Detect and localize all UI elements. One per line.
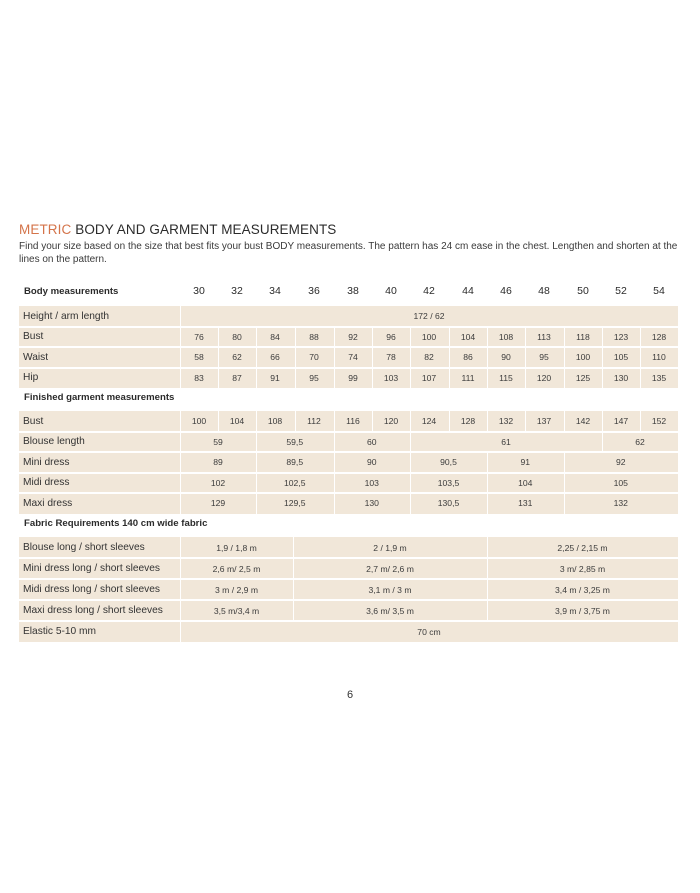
group-value-cell: 2,25 / 2,15 m: [557, 543, 608, 553]
column-divider: [334, 411, 335, 432]
column-divider: [449, 327, 450, 348]
value-cell: 111: [461, 372, 475, 383]
column-divider: [372, 347, 373, 368]
value-cell: 110: [652, 352, 666, 362]
size-header-48: 48: [538, 285, 550, 297]
column-divider: [564, 493, 565, 514]
value-cell: 108: [267, 416, 283, 426]
group-value-cell: 89,5: [286, 457, 304, 467]
value-cell: 66: [270, 352, 280, 362]
column-divider: [256, 347, 257, 368]
group-value-cell: 1,9 / 1,8 m: [216, 543, 257, 553]
column-divider: [334, 347, 335, 368]
value-cell: 95: [539, 352, 549, 362]
value-cell: 135: [651, 372, 667, 383]
column-divider: [640, 327, 641, 348]
column-divider: [525, 347, 526, 368]
column-divider: [180, 621, 181, 642]
column-divider: [180, 579, 181, 600]
group-value-cell: 105: [613, 477, 628, 488]
column-divider: [602, 432, 603, 453]
column-divider: [449, 411, 450, 432]
column-divider: [525, 368, 526, 389]
column-divider: [564, 347, 565, 368]
value-cell: 118: [576, 331, 590, 342]
value-cell: 113: [537, 331, 551, 342]
column-divider: [487, 368, 488, 389]
column-divider: [640, 411, 641, 432]
column-divider: [487, 327, 488, 348]
group-value-cell: 102: [210, 477, 226, 488]
row-divider: [19, 492, 678, 494]
group-value-cell: 2,6 m/ 2,5 m: [212, 564, 261, 574]
value-cell: 116: [346, 416, 360, 426]
value-cell: 120: [383, 416, 399, 426]
column-divider: [410, 347, 411, 368]
group-value-cell: 3,6 m/ 3,5 m: [366, 606, 414, 616]
column-divider: [487, 537, 488, 558]
group-value-cell: 103,5: [437, 477, 460, 488]
row-divider: [19, 557, 678, 559]
group-value-cell: 59: [213, 436, 223, 447]
column-divider: [487, 452, 488, 473]
size-header-32: 32: [231, 285, 243, 297]
value-cell: 76: [194, 331, 204, 342]
column-divider: [293, 579, 294, 600]
row-divider: [19, 578, 678, 580]
value-cell: 108: [498, 331, 514, 342]
column-divider: [295, 327, 296, 348]
value-cell: 128: [460, 416, 476, 426]
intro-text: Find your size based on the size that best fits your bust BODY measurements. The pattern has 24 cm ease in the chest. Lengthen and shorten at the lines on the pattern.: [19, 241, 678, 266]
value-cell: 115: [499, 372, 513, 383]
merged-value: 70 cm: [417, 627, 441, 637]
row-label-blouse-length: Blouse length: [23, 436, 85, 447]
size-header-34: 34: [269, 285, 281, 297]
page-number: 6: [346, 689, 354, 701]
value-cell: 87: [232, 372, 242, 383]
column-divider: [218, 368, 219, 389]
column-divider: [487, 411, 488, 432]
value-cell: 105: [613, 352, 629, 362]
value-cell: 83: [194, 372, 204, 383]
group-value-cell: 91: [520, 457, 531, 467]
value-cell: 84: [270, 331, 280, 342]
group-value-cell: 62: [635, 436, 645, 447]
column-divider: [334, 432, 335, 453]
value-cell: 152: [651, 416, 667, 426]
column-divider: [410, 432, 411, 453]
column-divider: [293, 558, 294, 579]
column-divider: [180, 558, 181, 579]
value-cell: 100: [575, 352, 591, 362]
row-label-midi-dress: Midi dress: [23, 477, 70, 488]
row-label-bust: Bust: [23, 331, 44, 342]
column-divider: [218, 347, 219, 368]
value-cell: 128: [651, 331, 667, 342]
row-label-height-arm-length: Height / arm length: [23, 310, 110, 322]
value-cell: 80: [232, 331, 242, 342]
column-divider: [564, 473, 565, 494]
column-divider: [487, 493, 488, 514]
column-divider: [449, 347, 450, 368]
group-value-cell: 131: [518, 498, 533, 508]
group-value-cell: 129: [210, 498, 226, 508]
group-value-cell: 104: [518, 477, 533, 488]
column-divider: [487, 600, 488, 621]
column-divider: [256, 327, 257, 348]
column-divider: [410, 368, 411, 389]
row-label-maxi-dress-long-short-sleeves: Maxi dress long / short sleeves: [23, 605, 163, 616]
column-divider: [180, 493, 181, 514]
value-cell: 99: [348, 372, 358, 383]
value-cell: 120: [536, 372, 552, 383]
row-label-midi-dress-long-short-sleeves: Midi dress long / short sleeves: [23, 584, 161, 595]
row-label-maxi-dress: Maxi dress: [23, 497, 73, 509]
column-divider: [334, 493, 335, 514]
group-value-cell: 61: [501, 436, 511, 447]
group-value-cell: 130: [364, 498, 379, 508]
value-cell: 104: [229, 416, 245, 426]
column-divider: [334, 473, 335, 494]
column-divider: [293, 537, 294, 558]
column-divider: [256, 368, 257, 389]
column-divider: [295, 347, 296, 368]
size-header-36: 36: [308, 285, 320, 297]
group-value-cell: 89: [213, 457, 223, 467]
row-divider: [19, 346, 678, 348]
value-cell: 74: [348, 352, 358, 362]
size-header-54: 54: [653, 285, 665, 297]
group-value-cell: 3,4 m / 3,25 m: [555, 585, 610, 595]
column-divider: [372, 368, 373, 389]
value-cell: 82: [424, 352, 434, 362]
column-divider: [295, 411, 296, 432]
column-divider: [256, 493, 257, 514]
group-value-cell: 130,5: [437, 498, 460, 508]
column-divider: [334, 452, 335, 473]
value-cell: 95: [309, 372, 319, 383]
group-value-cell: 92: [615, 457, 626, 467]
column-divider: [602, 411, 603, 432]
column-divider: [410, 493, 411, 514]
column-divider: [218, 327, 219, 348]
value-cell: 112: [307, 416, 321, 426]
column-divider: [256, 432, 257, 453]
column-divider: [180, 452, 181, 473]
column-divider: [334, 368, 335, 389]
size-header-42: 42: [423, 285, 435, 297]
column-divider: [295, 368, 296, 389]
merged-value: 172 / 62: [413, 311, 445, 321]
heading-metric: METRIC: [19, 222, 72, 237]
column-divider: [180, 432, 181, 453]
column-divider: [564, 411, 565, 432]
column-divider: [602, 327, 603, 348]
size-header-50: 50: [577, 285, 589, 297]
group-value-cell: 2,7 m/ 2,6 m: [366, 564, 414, 574]
column-divider: [410, 327, 411, 348]
column-divider: [410, 452, 411, 473]
value-cell: 78: [386, 352, 396, 362]
row-divider: [19, 326, 678, 328]
row-divider: [19, 472, 678, 474]
group-value-cell: 2 / 1,9 m: [373, 543, 407, 553]
heading-title: BODY AND GARMENT MEASUREMENTS: [75, 222, 337, 237]
group-value-cell: 60: [366, 436, 377, 447]
column-divider: [525, 327, 526, 348]
row-label-mini-dress-long-short-sleeves: Mini dress long / short sleeves: [23, 563, 161, 574]
column-divider: [487, 579, 488, 600]
group-value-cell: 103: [364, 477, 379, 488]
size-header-30: 30: [193, 285, 205, 297]
row-divider: [19, 620, 678, 622]
row-divider: [19, 431, 678, 433]
column-divider: [334, 327, 335, 348]
group-value-cell: 59,5: [286, 436, 304, 447]
column-divider: [180, 537, 181, 558]
column-divider: [602, 368, 603, 389]
value-cell: 100: [421, 331, 437, 342]
group-value-cell: 90,5: [440, 457, 457, 467]
value-cell: 90: [501, 352, 511, 362]
body-measurements-header: Body measurements: [24, 286, 119, 297]
value-cell: 130: [613, 372, 629, 383]
value-cell: 123: [613, 331, 629, 342]
garment-measurements-header: Finished garment measurements: [24, 392, 175, 403]
column-divider: [640, 368, 641, 389]
column-divider: [564, 368, 565, 389]
group-value-cell: 132: [613, 498, 628, 508]
column-divider: [180, 306, 181, 327]
value-cell: 107: [421, 372, 437, 383]
row-divider: [19, 599, 678, 601]
column-divider: [256, 473, 257, 494]
group-value-cell: 3 m / 2,9 m: [215, 585, 258, 595]
value-cell: 137: [536, 416, 552, 426]
size-header-52: 52: [615, 285, 627, 297]
column-divider: [372, 327, 373, 348]
row-divider: [19, 367, 678, 369]
value-cell: 96: [386, 331, 396, 342]
value-cell: 92: [348, 331, 358, 342]
value-cell: 104: [460, 331, 476, 342]
column-divider: [293, 600, 294, 621]
column-divider: [410, 411, 411, 432]
column-divider: [564, 327, 565, 348]
row-label-bust: Bust: [23, 415, 44, 427]
column-divider: [180, 600, 181, 621]
column-divider: [564, 452, 565, 473]
fabric-requirements-header: Fabric Requirements 140 cm wide fabric: [24, 518, 208, 529]
value-cell: 62: [232, 352, 242, 362]
value-cell: 125: [575, 372, 591, 383]
value-cell: 88: [309, 331, 319, 342]
size-header-40: 40: [385, 285, 397, 297]
value-cell: 86: [463, 352, 473, 362]
row-label-elastic-5-10-mm: Elastic 5-10 mm: [23, 626, 97, 637]
size-header-46: 46: [500, 285, 512, 297]
size-header-38: 38: [347, 285, 359, 297]
value-cell: 100: [191, 416, 207, 426]
group-value-cell: 3,9 m / 3,75 m: [555, 606, 610, 616]
row-divider: [19, 451, 678, 453]
value-cell: 58: [194, 352, 204, 362]
column-divider: [525, 411, 526, 432]
column-divider: [410, 473, 411, 494]
row-label-blouse-long-short-sleeves: Blouse long / short sleeves: [23, 542, 145, 553]
value-cell: 124: [421, 416, 437, 426]
group-value-cell: 3 m/ 2,85 m: [559, 564, 606, 574]
section-heading: [19, 222, 336, 237]
value-cell: 91: [270, 372, 280, 383]
column-divider: [218, 411, 219, 432]
column-divider: [487, 473, 488, 494]
column-divider: [256, 452, 257, 473]
group-value-cell: 102,5: [283, 477, 306, 488]
group-value-cell: 90: [366, 457, 377, 467]
group-value-cell: 3,1 m / 3 m: [368, 585, 412, 595]
value-cell: 70: [309, 352, 319, 362]
column-divider: [372, 411, 373, 432]
size-header-44: 44: [462, 285, 474, 297]
value-cell: 132: [498, 416, 514, 426]
column-divider: [487, 558, 488, 579]
column-divider: [449, 368, 450, 389]
value-cell: 103: [383, 372, 399, 383]
group-value-cell: 129,5: [283, 498, 306, 508]
column-divider: [602, 347, 603, 368]
column-divider: [640, 347, 641, 368]
column-divider: [487, 347, 488, 368]
row-label-waist: Waist: [23, 351, 49, 363]
column-divider: [256, 411, 257, 432]
row-label-hip: Hip: [23, 372, 39, 383]
value-cell: 142: [575, 416, 591, 426]
column-divider: [180, 473, 181, 494]
group-value-cell: 3,5 m/3,4 m: [213, 606, 260, 616]
value-cell: 147: [613, 416, 629, 426]
row-label-mini-dress: Mini dress: [23, 456, 70, 468]
